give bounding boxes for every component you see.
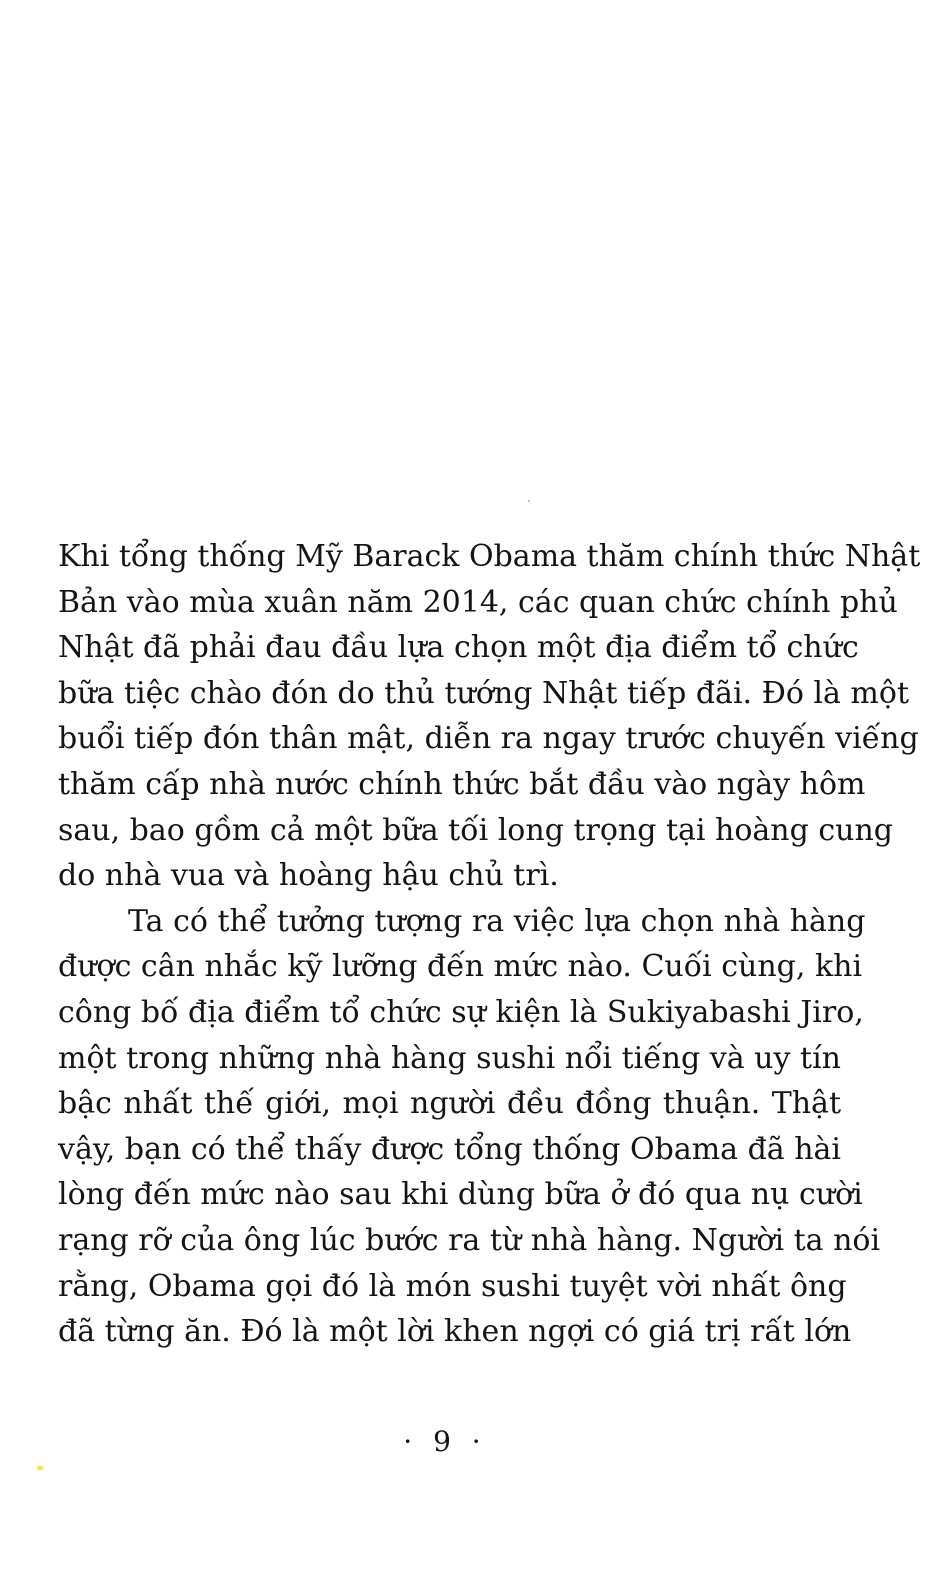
body-text [58, 534, 921, 1355]
text-line: thăm cấp nhà nước chính thức bắt đầu vào ngày hôm [58, 766, 866, 802]
text-line: sau, bao gồm cả một bữa tối long trọng tại hoàng cung [58, 812, 894, 848]
text-line: lòng đến mức nào sau khi dùng bữa ở đó qua nụ cười [58, 1177, 863, 1213]
page-number: · 9 · [403, 1425, 487, 1458]
text-line: được cân nhắc kỹ lưỡng đến mức nào. Cuối cùng, khi [58, 949, 863, 985]
text-line: đã từng ăn. Đó là một lời khen ngợi có giá trị rất lớn [58, 1314, 852, 1350]
scan-speck [528, 500, 530, 502]
text-line: do nhà vua và hoàng hậu chủ trì. [58, 858, 559, 894]
text-line: một trong những nhà hàng sushi nổi tiếng và uy tín [58, 1040, 841, 1076]
text-line: công bố địa điểm tổ chức sự kiện là Sukiyabashi Jiro, [58, 994, 864, 1030]
text-line: Bản vào mùa xuân năm 2014, các quan chức chính phủ [58, 584, 898, 620]
text-line: bậc nhất thế giới, mọi người đều đồng thuận. Thật [58, 1086, 841, 1122]
text-line: Ta có thể tưởng tượng ra việc lựa chọn nhà hàng [128, 903, 866, 939]
text-line: buổi tiếp đón thân mật, diễn ra ngay trước chuyến viếng [58, 721, 919, 757]
text-line: Nhật đã phải đau đầu lựa chọn một địa điểm tổ chức [58, 630, 859, 666]
scan-speck [37, 1466, 43, 1470]
text-line: rạng rỡ của ông lúc bước ra từ nhà hàng. Người ta nói [58, 1222, 881, 1258]
text-line: rằng, Obama gọi đó là món sushi tuyệt vời nhất ông [58, 1268, 847, 1304]
text-line: bữa tiệc chào đón do thủ tướng Nhật tiếp đãi. Đó là một [58, 675, 910, 711]
text-line: vậy, bạn có thể thấy được tổng thống Obama đã hài [58, 1131, 842, 1167]
text-line: Khi tổng thống Mỹ Barack Obama thăm chính thức Nhật [58, 539, 921, 574]
